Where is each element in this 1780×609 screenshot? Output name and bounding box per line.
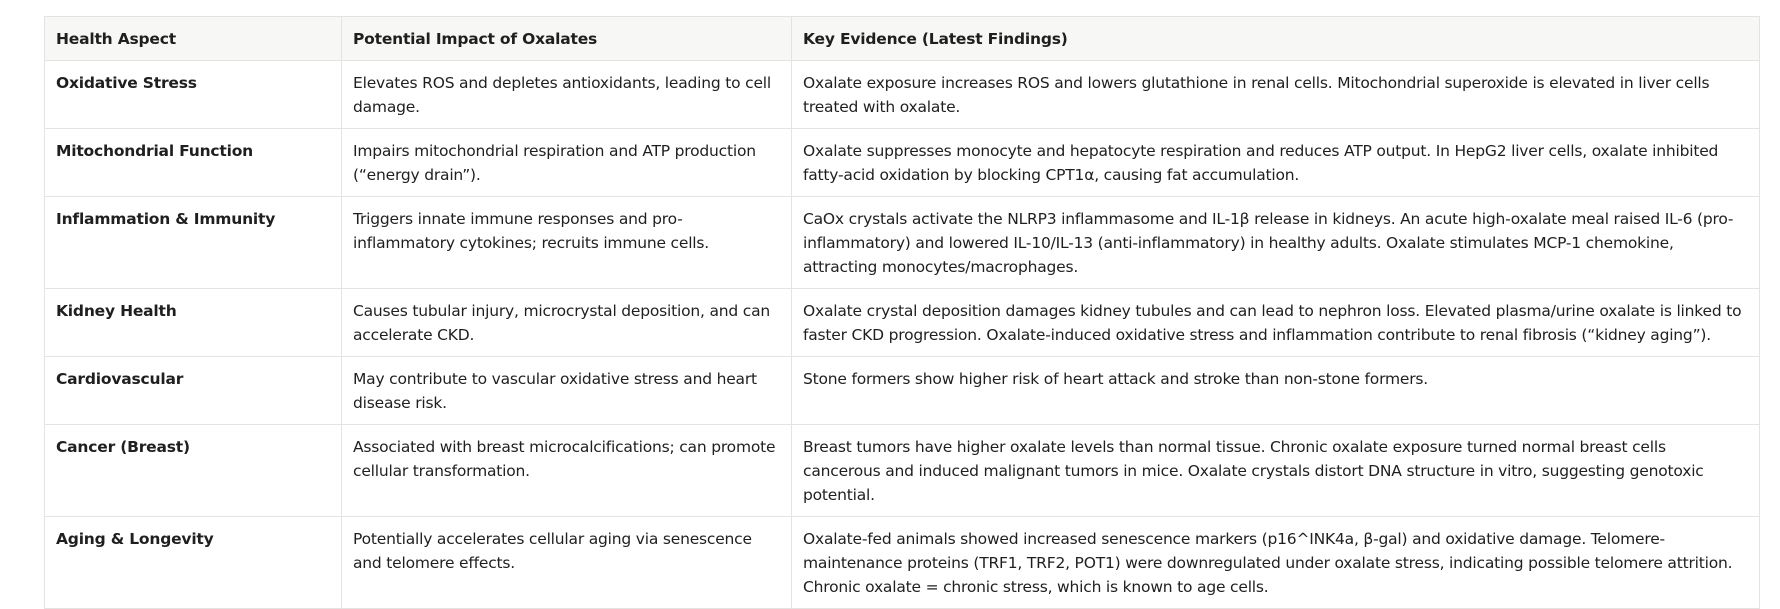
- cell-evidence: Oxalate crystal deposition damages kidney tubules and can lead to nephron loss. Elevated plasma/urine oxalate is linked to faster CKD progression. Oxalate-induced oxidative stress and inflammation contribute to renal fibrosis (“kidney aging”).: [792, 289, 1760, 357]
- health-aspects-table-container: [44, 16, 1760, 609]
- table-header: [45, 17, 1760, 61]
- cell-aspect: Oxidative Stress: [45, 61, 342, 129]
- cell-evidence: Oxalate suppresses monocyte and hepatocyte respiration and reduces ATP output. In HepG2 liver cells, oxalate inhibited fatty-acid oxidation by blocking CPT1α, causing fat accumulation.: [792, 129, 1760, 197]
- cell-aspect: Mitochondrial Function: [45, 129, 342, 197]
- cell-impact: May contribute to vascular oxidative stress and heart disease risk.: [342, 357, 792, 425]
- table-row-aging-longevity: [45, 517, 1760, 609]
- cell-aspect: Aging & Longevity: [45, 517, 342, 609]
- table-row-cardiovascular: [45, 357, 1760, 425]
- header-key-evidence: Key Evidence (Latest Findings): [792, 17, 1760, 61]
- table-row-inflammation-immunity: [45, 197, 1760, 289]
- cell-aspect: Cardiovascular: [45, 357, 342, 425]
- cell-impact: Triggers innate immune responses and pro-inflammatory cytokines; recruits immune cells.: [342, 197, 792, 289]
- cell-aspect: Cancer (Breast): [45, 425, 342, 517]
- table-row-oxidative-stress: [45, 61, 1760, 129]
- table-row-kidney-health: [45, 289, 1760, 357]
- health-aspects-table: [44, 16, 1760, 609]
- cell-evidence: Stone formers show higher risk of heart attack and stroke than non-stone formers.: [792, 357, 1760, 425]
- cell-impact: Associated with breast microcalcifications; can promote cellular transformation.: [342, 425, 792, 517]
- cell-aspect: Inflammation & Immunity: [45, 197, 342, 289]
- table-row-mitochondrial-function: [45, 129, 1760, 197]
- cell-evidence: Breast tumors have higher oxalate levels than normal tissue. Chronic oxalate exposure turned normal breast cells cancerous and induced malignant tumors in mice. Oxalate crystals distort DNA structure in vitro, suggesting genotoxic potential.: [792, 425, 1760, 517]
- cell-aspect: Kidney Health: [45, 289, 342, 357]
- cell-impact: Causes tubular injury, microcrystal deposition, and can accelerate CKD.: [342, 289, 792, 357]
- header-health-aspect: Health Aspect: [45, 17, 342, 61]
- cell-evidence: CaOx crystals activate the NLRP3 inflammasome and IL-1β release in kidneys. An acute high-oxalate meal raised IL-6 (pro-inflammatory) and lowered IL-10/IL-13 (anti-inflammatory) in healthy adults. Oxalate stimulates MCP-1 chemokine, attracting monocytes/macrophages.: [792, 197, 1760, 289]
- cell-impact: Elevates ROS and depletes antioxidants, leading to cell damage.: [342, 61, 792, 129]
- cell-evidence: Oxalate-fed animals showed increased senescence markers (p16^INK4a, β-gal) and oxidative damage. Telomere-maintenance proteins (TRF1, TRF2, POT1) were downregulated under oxalate stress, indicating possible telomere attrition. Chronic oxalate = chronic stress, which is known to age cells.: [792, 517, 1760, 609]
- table-body: [45, 61, 1760, 609]
- header-row: [45, 17, 1760, 61]
- cell-impact: Potentially accelerates cellular aging via senescence and telomere effects.: [342, 517, 792, 609]
- cell-evidence: Oxalate exposure increases ROS and lowers glutathione in renal cells. Mitochondrial superoxide is elevated in liver cells treated with oxalate.: [792, 61, 1760, 129]
- header-potential-impact: Potential Impact of Oxalates: [342, 17, 792, 61]
- table-row-cancer-breast: [45, 425, 1760, 517]
- cell-impact: Impairs mitochondrial respiration and ATP production (“energy drain”).: [342, 129, 792, 197]
